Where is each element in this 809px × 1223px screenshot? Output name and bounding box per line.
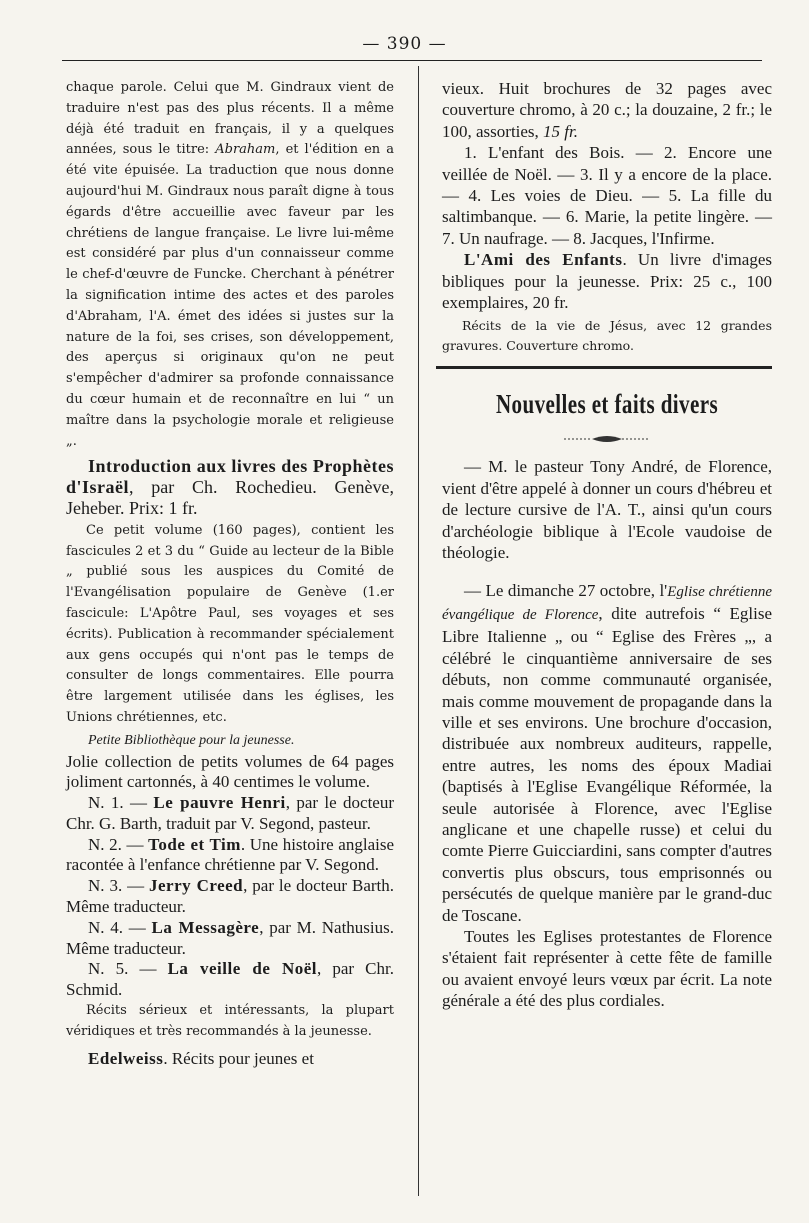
edelweiss-details: . Récits pour jeunes et: [163, 1048, 314, 1068]
intro-prophetes-entry: [66, 456, 394, 518]
news-florence-church: — Le dimanche 27 octobre, l'Eglise chrétienne évangélique de Florence, dite autrefois “ Eglise Libre Italienne „ ou “ Eglise des Frères „, a célébré le cinquantième anniversaire de ses débuts, non comme communauté organisée, mais comme mouvement de propagande dans la ville et ses environs. Une brochure d'occasion, distribuée aux nombreux auditeurs, rappelle, entre autres, les noms des époux Madiai (baptisés à l'Eglise Evangélique Réformée, la seule autorisée à Florence, avec l'Eglise anglicane et une chapelle russe) et celui du comte Pierre Guicciardini, sans compter d'autres convertis plus obscurs, tous emprisonnés ou persécutés de quelque manière par le grand-duc de Toscane.: [442, 580, 772, 925]
ami-des-enfants-details: . Un livre d'images bibliques pour la jeunesse. Prix: 25 c., 100 exemplaires, 20 fr.: [442, 250, 772, 313]
page-number: — 390 —: [362, 34, 447, 54]
left-column: [66, 78, 394, 1069]
ornament-icon: [562, 433, 652, 445]
ornament-divider: [442, 430, 772, 442]
series-title: Petite Bibliothèque pour la jeunesse.: [88, 732, 295, 748]
price: 15 fr.: [543, 121, 579, 141]
edelweiss-contents: 1. L'enfant des Bois. — 2. Encore une veillée de Noël. — 3. Il y a encore de la place. — 4. Les voies de Dieu. — 5. La fille du saltimbanque. — 6. Marie, la petite lingère. — 7. Un naufrage. — 8. Jacques, l'Infirme.: [442, 143, 772, 248]
news-tony-andre: — M. le pasteur Tony André, de Florence, vient d'être appelé à donner un cours d'hébreu et de lecture cursive de l'A. T., ainsi qu'un cours d'archéologie biblique à l'Ecole vaudoise de théologie.: [442, 457, 772, 563]
item-title: Tode et Tim: [148, 834, 241, 854]
review-text-rest: , et l'édition en a été vite épuisée. La traduction que nous donne aujourd'hui M. Gindraux nous paraît digne à tous égards d'être accueillie avec faveur par les chrétiens de langue française. Le livre lui-même est considéré par plus d'un connaisseur comme le chef-d'œuvre de Funcke. Cherchant à pénétrer la signification intime des actes et des paroles d'Abraham, l'A. émet des idées si justes sur la nature de la foi, ses crises, son développement, des aperçus si originaux qu'on ne peut s'empêcher d'admirer sa profonde connaissance du cœur humain et de reconnaître en lui “ un maître dans la psychologie morale et religieuse „.: [66, 142, 394, 449]
ami-des-enfants-review: Récits de la vie de Jésus, avec 12 grandes gravures. Couverture chromo.: [442, 318, 772, 354]
series-item-5: N. 5. — La veille de Noël, par Chr. Schmid.: [66, 959, 394, 1000]
series-description: Jolie collection de petits volumes de 64 pages joliment cartonnés, à 40 centimes le volume.: [66, 751, 394, 792]
edelweiss-continued: vieux. Huit brochures de 32 pages avec couverture chromo, à 20 c.; la douzaine, 2 fr.; le 100, assorties, 15 fr.: [442, 79, 772, 141]
intro-prophetes-review: Ce petit volume (160 pages), contient les fascicules 2 et 3 du “ Guide au lecteur de la Bible „ publié sous les auspices du Comité de l'Evangélisation populaire de Genève (1.er fascicule: L'Apôtre Paul, ses voyages et ses écrits). Publication à recommander spécialement aux gens occupés qui n'ont pas le temps de consulter de longs commentaires. Elle pourra être largement utilisée dans les églises, les Unions chrétiennes, etc.: [66, 522, 394, 725]
intro-prophetes-details: , par Ch. Rochedieu. Genève, Jeheber. Prix: 1 fr.: [66, 477, 394, 518]
ami-des-enfants-entry: [442, 249, 772, 313]
series-item-4: N. 4. — La Messagère, par M. Nathusius. Même traducteur.: [66, 917, 394, 958]
edelweiss-title: Edelweiss: [88, 1048, 164, 1068]
section-rule: [436, 366, 772, 369]
church-name: Eglise chrétienne évangélique de Florence: [442, 583, 772, 623]
column-divider: [418, 66, 419, 1196]
intro-prophetes-title: Introduction aux livres des Prophètes d'Israël: [66, 456, 394, 498]
series-item-3: N. 3. — Jerry Creed, par le docteur Barth. Même traducteur.: [66, 876, 394, 917]
review-text: chaque parole. Celui que M. Gindraux vient de traduire n'est pas des plus récents. Il a même déjà été traduit en français, il y a quelques années, sous le titre:: [66, 80, 394, 158]
item-title: La Messagère: [151, 917, 260, 937]
news-florence-celebration: Toutes les Eglises protestantes de Florence s'étaient fait représenter à cette fête de famille ou avaient envoyé leurs vœux par écrit. La note générale a été des plus cordiales.: [442, 927, 772, 1011]
item-title: Le pauvre Henri: [153, 793, 286, 813]
item-title: Jerry Creed: [149, 876, 244, 896]
ami-des-enfants-title: L'Ami des Enfants: [464, 250, 623, 270]
funcke-review: [66, 78, 394, 452]
series-item-1: N. 1. — Le pauvre Henri, par le docteur Chr. G. Barth, traduit par V. Segond, pasteur.: [66, 793, 395, 833]
right-column: [442, 78, 772, 1012]
series-item-2: N. 2. — Tode et Tim. Une histoire anglaise racontée à l'enfance chrétienne par V. Segond.: [66, 834, 395, 875]
edelweiss-entry: [66, 1049, 394, 1070]
header-rule: [62, 60, 762, 61]
series-review: Récits sérieux et intéressants, la plupart véridiques et très recommandés à la jeunesse.: [66, 1003, 394, 1039]
book-title-abraham: Abraham: [215, 142, 276, 158]
section-title: Nouvelles et faits divers: [495, 389, 719, 420]
item-title: La veille de Noël: [167, 959, 318, 979]
